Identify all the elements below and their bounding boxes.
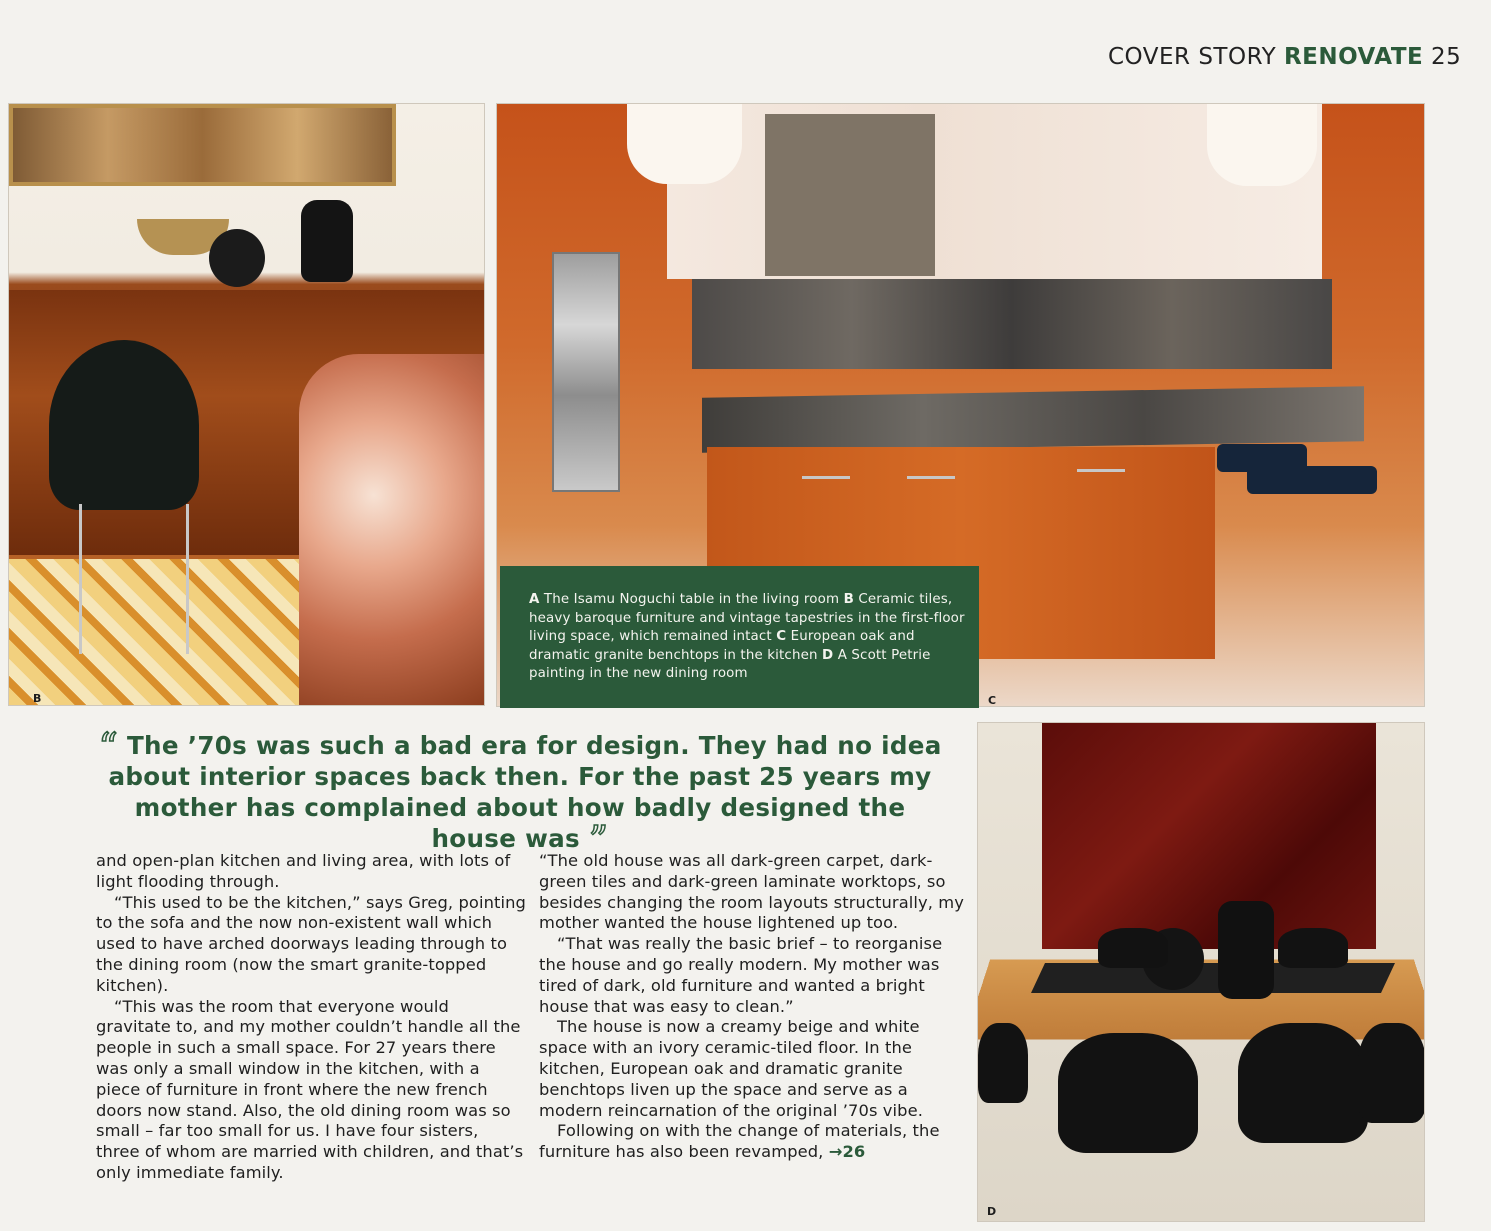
black-vase-tall xyxy=(1218,901,1274,999)
caption-b: Ceramic tiles, heavy baroque furniture and vintage tapestries in the first-floor living space, which remained intact xyxy=(529,592,965,645)
photo-dining-room xyxy=(977,722,1425,1222)
chair-legs xyxy=(79,504,189,654)
caption-letter-c: C xyxy=(776,629,787,645)
photo-living-room xyxy=(8,103,485,706)
dining-chair xyxy=(978,1023,1028,1103)
wall-ovens xyxy=(552,252,620,492)
range-hood xyxy=(765,114,935,276)
paragraph-text: Following on with the change of materials, the furniture has also been revamped, xyxy=(539,1121,940,1162)
dining-chair xyxy=(1058,1033,1198,1153)
table-runner xyxy=(1031,963,1395,993)
paragraph: “The old house was all dark-green carpet, dark-green tiles and dark-green laminate worktops, so besides changing the room layouts structurally, my mother wanted the house lightened up too. xyxy=(539,851,964,933)
granite-splashback xyxy=(692,279,1332,369)
caption-letter-a: A xyxy=(529,592,540,607)
dining-chair xyxy=(1098,928,1168,968)
close-quote-mark: ” xyxy=(588,818,609,862)
drawer-handle xyxy=(1077,469,1125,472)
paragraph-final xyxy=(539,1121,964,1163)
body-column-left xyxy=(96,851,526,1184)
black-vase-round xyxy=(209,229,265,287)
pendant-lamp xyxy=(627,104,742,184)
caption-letter-b: B xyxy=(843,592,854,607)
paragraph: “This used to be the kitchen,” says Greg, pointing to the sofa and the now non-existent wall which used to have arched doorways leading through to the dining room (now the smart granite-topped kitchen). xyxy=(96,892,526,995)
granite-benchtop xyxy=(702,386,1364,453)
section-label: COVER STORY xyxy=(1108,44,1277,70)
baroque-sofa xyxy=(299,354,485,706)
black-chair xyxy=(49,340,199,510)
dining-chair xyxy=(1358,1023,1425,1123)
pull-quote-text: The ’70s was such a bad era for design. They had no idea about interior spaces back then. For the past 25 years my mother has complained about how badly designed the house was xyxy=(108,731,942,853)
paragraph: “That was really the basic brief – to reorganise the house and go really modern. My mother was tired of dark, old furniture and wanted a bright house that was easy to clean.” xyxy=(539,934,943,1016)
paragraph: The house is now a creamy beige and white space with an ivory ceramic-tiled floor. In the kitchen, European oak and dramatic granite benchtops liven up the space and serve as a modern reincarnation of the original ’70s vibe. xyxy=(539,1017,923,1120)
bar-stool xyxy=(1217,444,1307,472)
section-title: RENOVATE xyxy=(1283,44,1424,70)
drawer-handle xyxy=(802,476,850,479)
scott-petrie-painting xyxy=(1042,723,1376,949)
dining-chair xyxy=(1238,1023,1368,1143)
page-header xyxy=(1108,44,1461,70)
caption-a: The Isamu Noguchi table in the living room xyxy=(539,592,844,607)
photo-label-b: B xyxy=(33,692,42,705)
caption-letter-d: D xyxy=(822,647,834,663)
caption-c: European oak and dramatic granite benchtops in the kitchen xyxy=(529,629,915,663)
open-quote-mark: “ xyxy=(98,725,119,769)
drawer-handle xyxy=(907,476,955,479)
black-vase-tall xyxy=(301,200,353,282)
caption-text xyxy=(529,591,965,684)
page-number: 25 xyxy=(1431,44,1462,70)
photo-label-d: D xyxy=(987,1205,997,1218)
caption-box xyxy=(500,566,979,708)
paragraph: “This was the room that everyone would gravitate to, and my mother couldn’t handle all the people in such a small space. For 27 years there was only a small window in the kitchen, with a piece of furniture in front where the new french doors now stand. Also, the old dining room was so small – far too small for us. I have four sisters, three of whom are married with children, and that’s only immediate family. xyxy=(96,996,524,1182)
photo-label-c: C xyxy=(988,694,997,707)
pull-quote xyxy=(92,725,948,862)
dining-chair xyxy=(1278,928,1348,968)
paragraph: and open-plan kitchen and living area, with lots of light flooding through. xyxy=(96,851,511,891)
pendant-lamp xyxy=(1207,104,1317,186)
body-column-middle xyxy=(539,851,964,1163)
continued-page-link[interactable]: →26 xyxy=(828,1142,866,1162)
caption-d: A Scott Petrie painting in the new dining room xyxy=(529,647,931,682)
tapestry xyxy=(9,104,396,186)
